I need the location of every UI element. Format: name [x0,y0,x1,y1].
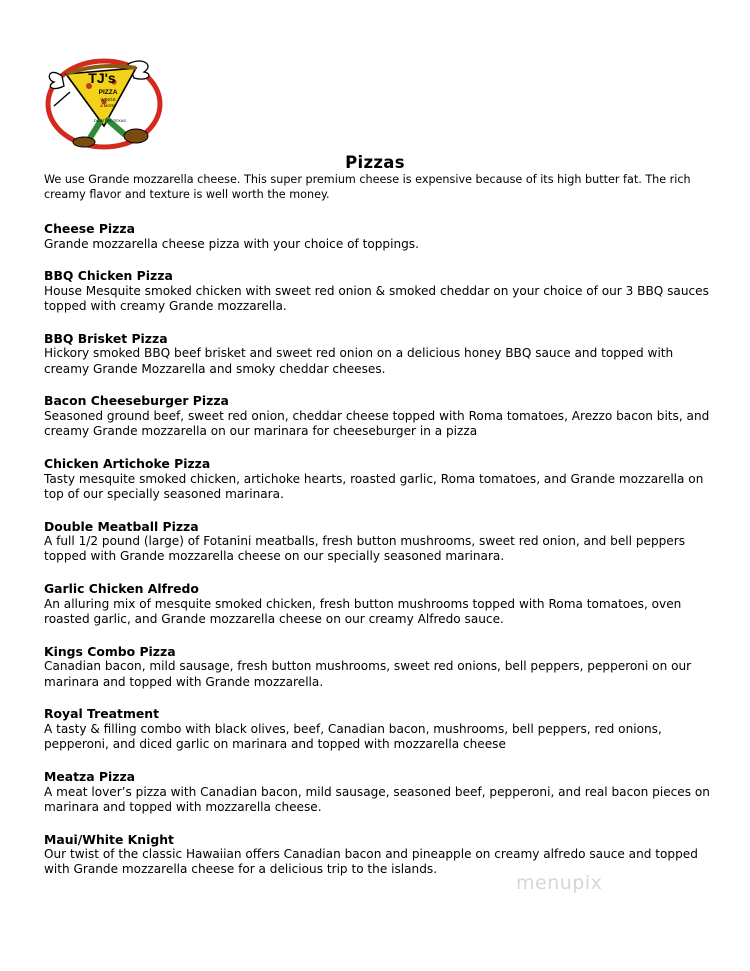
menu-item-list [44,221,714,894]
item-name: Garlic Chicken Alfredo [44,581,199,597]
menu-item [44,644,714,690]
intro-text: We use Grande mozzarella cheese. This super premium cheese is expensive because of its high butter fat. The rich creamy flavor and texture is well worth the money. [44,173,691,201]
menu-item [44,456,714,502]
item-name: Meatza Pizza [44,769,136,785]
item-name: BBQ Brisket Pizza [44,330,168,346]
menu-item [44,268,714,314]
item-name: Cheese Pizza [44,221,135,236]
item-description: Hickory smoked BBQ beef brisket and sweet red onion on a delicious honey BBQ sauce and topped with creamy Grande Mozzarella and smoky cheddar cheeses. [44,346,674,376]
item-description: Our twist of the classic Hawaiian offers Canadian bacon and pineapple on creamy alfredo sauce and topped with Grande mozzarella cheese for a delicious trip to the islands. [44,847,698,877]
menu-item [44,769,714,815]
item-description: An alluring mix of mesquite smoked chicken, fresh button mushrooms topped with Roma tomatoes, oven roasted garlic, and Grande mozzarella cheese on our creamy Alfredo sauce. [44,596,682,627]
page-title: Pizzas [345,153,405,172]
menu-item [44,832,714,878]
item-name: Royal Treatment [44,706,159,722]
menu-item [44,581,714,627]
item-description: Canadian bacon, mild sausage, fresh button mushrooms, sweet red onions, bell peppers, pepperoni on our marinara and topped with Grande mozzarella. [44,659,692,689]
logo-location: DENTON, TEXAS [93,118,127,123]
item-name: Maui/White Knight [44,831,174,847]
item-description: A full 1/2 pound (large) of Fotanini meatballs, fresh button mushrooms, sweet red onion, and bell peppers topped with Grande mozzarella cheese on our specially seasoned marinara. [44,534,686,564]
item-description: A tasty & filling combo with black olives, beef, Canadian bacon, mushrooms, bell peppers, red onions, pepperoni, and diced garlic on marinara and topped with mozzarella cheese [44,721,662,752]
item-name: Chicken Artichoke Pizza [44,456,211,472]
item-description: House Mesquite smoked chicken with sweet red onion & smoked cheddar on your choice of our 3 BBQ sauces topped with creamy Grande mozzarella. [44,283,709,314]
item-description: Seasoned ground beef, sweet red onion, cheddar cheese topped with Roma tomatoes, Arezzo bacon bits, and creamy Grande mozzarella on our marinara for cheeseburger in a pizza [44,408,710,439]
menu-item [44,706,714,752]
item-name: Bacon Cheeseburger Pizza [44,393,229,409]
logo-line3: & MORE [100,103,116,108]
menu-item [44,221,714,252]
logo-line2: WINGS [100,97,116,102]
item-name: Double Meatball Pizza [44,518,199,534]
watermark: menupix [516,872,603,894]
logo-brand: TJ's [88,70,116,86]
logo-line1: PIZZA [98,89,118,96]
item-description: A meat lover’s pizza with Canadian bacon, mild sausage, seasoned beef, pepperoni, and real bacon pieces on marinara and topped with mozzarella cheese. [44,784,710,814]
item-description: Grande mozzarella cheese pizza with your choice of toppings. [44,236,419,251]
menu-item [44,331,714,377]
item-name: BBQ Chicken Pizza [44,268,173,284]
menu-item [44,519,714,565]
restaurant-logo [44,56,164,152]
menu-item [44,393,714,439]
item-name: Kings Combo Pizza [44,643,176,659]
item-description: Tasty mesquite smoked chicken, artichoke hearts, roasted garlic, Roma tomatoes, and Grande mozzarella on top of our specially seasoned marinara. [44,471,704,501]
